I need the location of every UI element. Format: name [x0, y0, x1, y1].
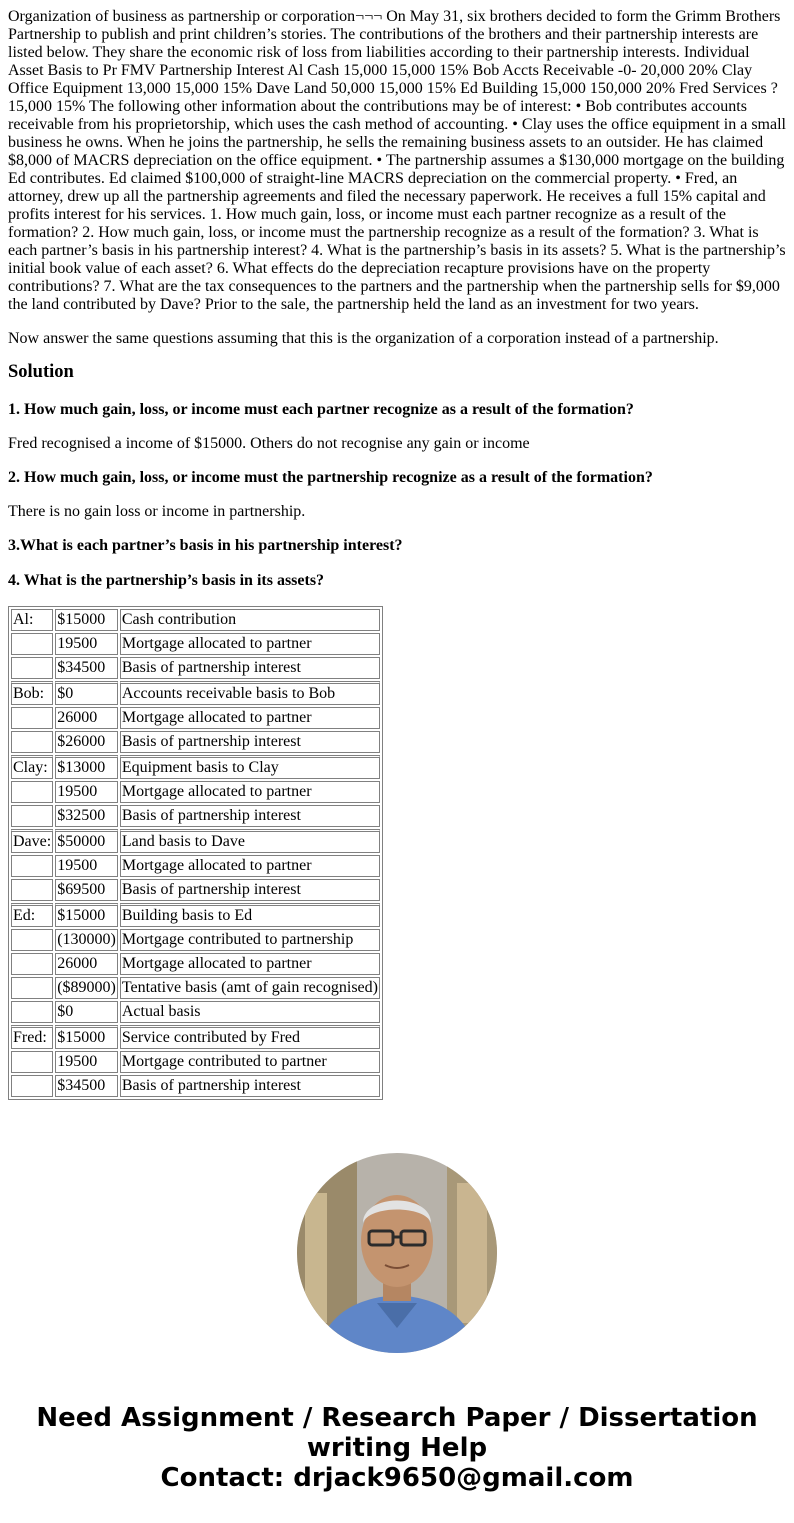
solution-heading: Solution	[8, 362, 74, 382]
description-cell: Basis of partnership interest	[120, 879, 380, 901]
table-row	[11, 609, 380, 631]
amount-cell: $26000	[55, 731, 118, 753]
partner-cell	[11, 1001, 53, 1023]
amount-cell: 26000	[55, 953, 118, 975]
description-cell: Cash contribution	[120, 609, 380, 631]
partner-cell	[11, 657, 53, 679]
partner-cell: Al:	[11, 609, 53, 631]
followup-paragraph: Now answer the same questions assuming that this is the organization of a corporation instead of a partnership.	[8, 330, 719, 347]
amount-cell: 19500	[55, 781, 118, 803]
partner-cell	[11, 781, 53, 803]
description-cell: Accounts receivable basis to Bob	[120, 681, 380, 705]
description-cell: Basis of partnership interest	[120, 657, 380, 679]
table-row	[11, 805, 380, 827]
partner-cell	[11, 633, 53, 655]
amount-cell: $15000	[55, 609, 118, 631]
partner-cell: Bob:	[11, 681, 53, 705]
amount-cell: 19500	[55, 1051, 118, 1073]
partner-cell	[11, 805, 53, 827]
partner-cell: Fred:	[11, 1025, 53, 1049]
amount-cell: $0	[55, 1001, 118, 1023]
description-cell: Mortgage allocated to partner	[120, 855, 380, 877]
partner-cell	[11, 731, 53, 753]
partner-cell: Dave:	[11, 829, 53, 853]
question-4-heading: 4. What is the partnership’s basis in its assets?	[8, 572, 325, 589]
partner-cell: Ed:	[11, 903, 53, 927]
table-row	[11, 707, 380, 729]
table-row	[11, 953, 380, 975]
partner-cell	[11, 1075, 53, 1097]
partner-cell	[11, 879, 53, 901]
table-row	[11, 1001, 380, 1023]
amount-cell: $34500	[55, 1075, 118, 1097]
amount-cell: 26000	[55, 707, 118, 729]
description-cell: Basis of partnership interest	[120, 805, 380, 827]
amount-cell: (130000)	[55, 929, 118, 951]
amount-cell: $32500	[55, 805, 118, 827]
table-row	[11, 781, 380, 803]
footer-contact: Contact: drjack9650@gmail.com	[160, 1463, 634, 1493]
amount-cell: $0	[55, 681, 118, 705]
amount-cell: $34500	[55, 657, 118, 679]
table-row	[11, 755, 380, 779]
description-cell: Building basis to Ed	[120, 903, 380, 927]
table-row	[11, 657, 380, 679]
amount-cell: 19500	[55, 633, 118, 655]
table-row	[11, 855, 380, 877]
partner-cell	[11, 855, 53, 877]
partner-cell: Clay:	[11, 755, 53, 779]
description-cell: Mortgage allocated to partner	[120, 633, 380, 655]
description-cell: Mortgage contributed to partnership	[120, 929, 380, 951]
answer-1: Fred recognised a income of $15000. Others do not recognise any gain or income	[8, 435, 530, 452]
description-cell: Service contributed by Fred	[120, 1025, 380, 1049]
amount-cell: $15000	[55, 903, 118, 927]
amount-cell: $69500	[55, 879, 118, 901]
table-row	[11, 829, 380, 853]
author-avatar	[297, 1153, 497, 1353]
help-footer	[0, 1403, 794, 1493]
description-cell: Basis of partnership interest	[120, 1075, 380, 1097]
description-cell: Land basis to Dave	[120, 829, 380, 853]
partner-cell	[11, 707, 53, 729]
table-row	[11, 1075, 380, 1097]
amount-cell: $50000	[55, 829, 118, 853]
question-3-heading: 3.What is each partner’s basis in his partnership interest?	[8, 537, 403, 554]
table-row	[11, 929, 380, 951]
amount-cell: ($89000)	[55, 977, 118, 999]
table-row	[11, 633, 380, 655]
description-cell: Equipment basis to Clay	[120, 755, 380, 779]
table-row	[11, 1025, 380, 1049]
table-row	[11, 731, 380, 753]
question-2-heading: 2. How much gain, loss, or income must the partnership recognize as a result of the formation?	[8, 469, 653, 486]
table-row	[11, 1051, 380, 1073]
description-cell: Tentative basis (amt of gain recognised)	[120, 977, 380, 999]
partner-cell	[11, 953, 53, 975]
amount-cell: $13000	[55, 755, 118, 779]
description-cell: Actual basis	[120, 1001, 380, 1023]
basis-table	[8, 606, 383, 1100]
table-row	[11, 903, 380, 927]
partner-cell	[11, 1051, 53, 1073]
partner-cell	[11, 929, 53, 951]
answer-2: There is no gain loss or income in partnership.	[8, 503, 306, 520]
amount-cell: 19500	[55, 855, 118, 877]
amount-cell: $15000	[55, 1025, 118, 1049]
description-cell: Basis of partnership interest	[120, 731, 380, 753]
table-row	[11, 977, 380, 999]
question-paragraph: Organization of business as partnership or corporation¬¬¬ On May 31, six brothers decided to form the Grimm Brothers Partnership to publish and print children’s stories. The contributions of the brothers and their partnership interests are listed below. They share the economic risk of loss from liabilities according to their partnership interests. Individual Asset Basis to Pr FMV Partnership Interest Al Cash 15,000 15,000 15% Bob Accts Receivable -0- 20,000 20% Clay Office Equipment 13,000 15,000 15% Dave Land 50,000 15,000 15% Ed Building 15,000 150,000 20% Fred Services ? 15,000 15% The following other information about the contributions may be of interest: • Bob contributes accounts receivable from his proprietorship, which uses the cash method of accounting. • Clay uses the office equipment in a small business he owns. When he joins the partnership, he sells the remaining business assets to an outsider. He has claimed $8,000 of MACRS depreciation on the office equipment. • The partnership assumes a $130,000 mortgage on the building Ed contributes. Ed claimed $100,000 of straight-line MACRS depreciation on the commercial property. • Fred, an attorney, drew up all the partnership agreements and filed the necessary paperwork. He receives a full 15% capital and profits interest for his services. 1. How much gain, loss, or income must each partner recognize as a result of the formation? 2. How much gain, loss, or income must the partnership recognize as a result of the formation? 3. What is each partner’s basis in his partnership interest? 4. What is the partnership’s basis in its assets? 5. What is the partnership’s initial book value of each asset? 6. What effects do the depreciation recapture provisions have on the property contributions? 7. What are the tax consequences to the partners and the partnership when the partnership sells for $9,000 the land contributed by Dave? Prior to the sale, the partnership held the land as an investment for two years.	[8, 8, 786, 313]
description-cell: Mortgage allocated to partner	[120, 781, 380, 803]
description-cell: Mortgage allocated to partner	[120, 707, 380, 729]
author-photo	[297, 1153, 497, 1353]
footer-line-1: Need Assignment / Research Paper / Dissertation writing Help	[36, 1403, 758, 1463]
partner-cell	[11, 977, 53, 999]
question-1-heading: 1. How much gain, loss, or income must each partner recognize as a result of the formation?	[8, 401, 634, 418]
description-cell: Mortgage allocated to partner	[120, 953, 380, 975]
description-cell: Mortgage contributed to partner	[120, 1051, 380, 1073]
table-row	[11, 681, 380, 705]
table-row	[11, 879, 380, 901]
